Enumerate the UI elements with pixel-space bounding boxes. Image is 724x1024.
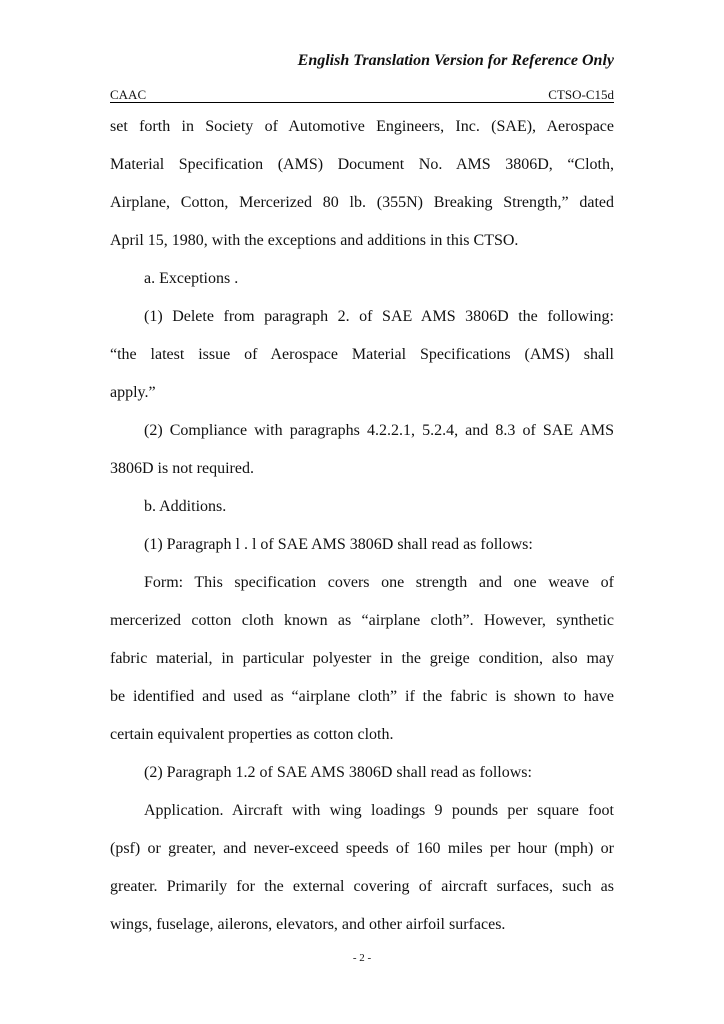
header-organization: CAAC (110, 87, 147, 102)
body-line: Form: This specification covers one strength and one weave of (144, 574, 614, 591)
body-line: (1) Delete from paragraph 2. of SAE AMS 3806D the following: (144, 308, 614, 325)
body-line: April 15, 1980, with the exceptions and additions in this CTSO. (110, 232, 519, 249)
page-number: - 2 - (352, 952, 372, 964)
header-document-id: CTSO-C15d (548, 87, 614, 102)
translation-banner: English Translation Version for Reference Only (297, 52, 614, 69)
body-line: wings, fuselage, ailerons, elevators, and other airfoil surfaces. (110, 916, 506, 933)
body-line: “the latest issue of Aerospace Material Specifications (AMS) shall (110, 346, 614, 363)
section-heading-exceptions: a. Exceptions . (144, 270, 239, 287)
section-heading-additions: b. Additions. (144, 498, 227, 515)
body-line: Airplane, Cotton, Mercerized 80 lb. (355N) Breaking Strength,” dated (110, 194, 614, 211)
header-divider (110, 102, 614, 103)
body-line: certain equivalent properties as cotton cloth. (110, 726, 394, 743)
body-line: greater. Primarily for the external covering of aircraft surfaces, such as (110, 878, 614, 895)
body-line: apply.” (110, 384, 156, 401)
body-line: Material Specification (AMS) Document No. AMS 3806D, “Cloth, (110, 156, 614, 173)
body-line: fabric material, in particular polyester in the greige condition, also may (110, 650, 614, 667)
body-line: mercerized cotton cloth known as “airplane cloth”. However, synthetic (110, 612, 614, 629)
body-line: Application. Aircraft with wing loadings 9 pounds per square foot (144, 802, 614, 819)
body-line: set forth in Society of Automotive Engineers, Inc. (SAE), Aerospace (110, 118, 614, 135)
body-line: (psf) or greater, and never-exceed speeds of 160 miles per hour (mph) or (110, 840, 614, 857)
body-line: (1) Paragraph l . l of SAE AMS 3806D shall read as follows: (144, 536, 533, 553)
body-line: 3806D is not required. (110, 460, 254, 477)
document-body (110, 108, 614, 944)
body-line: (2) Compliance with paragraphs 4.2.2.1, 5.2.4, and 8.3 of SAE AMS (144, 422, 614, 439)
body-line: (2) Paragraph 1.2 of SAE AMS 3806D shall read as follows: (144, 764, 532, 781)
body-line: be identified and used as “airplane cloth” if the fabric is shown to have (110, 688, 614, 705)
